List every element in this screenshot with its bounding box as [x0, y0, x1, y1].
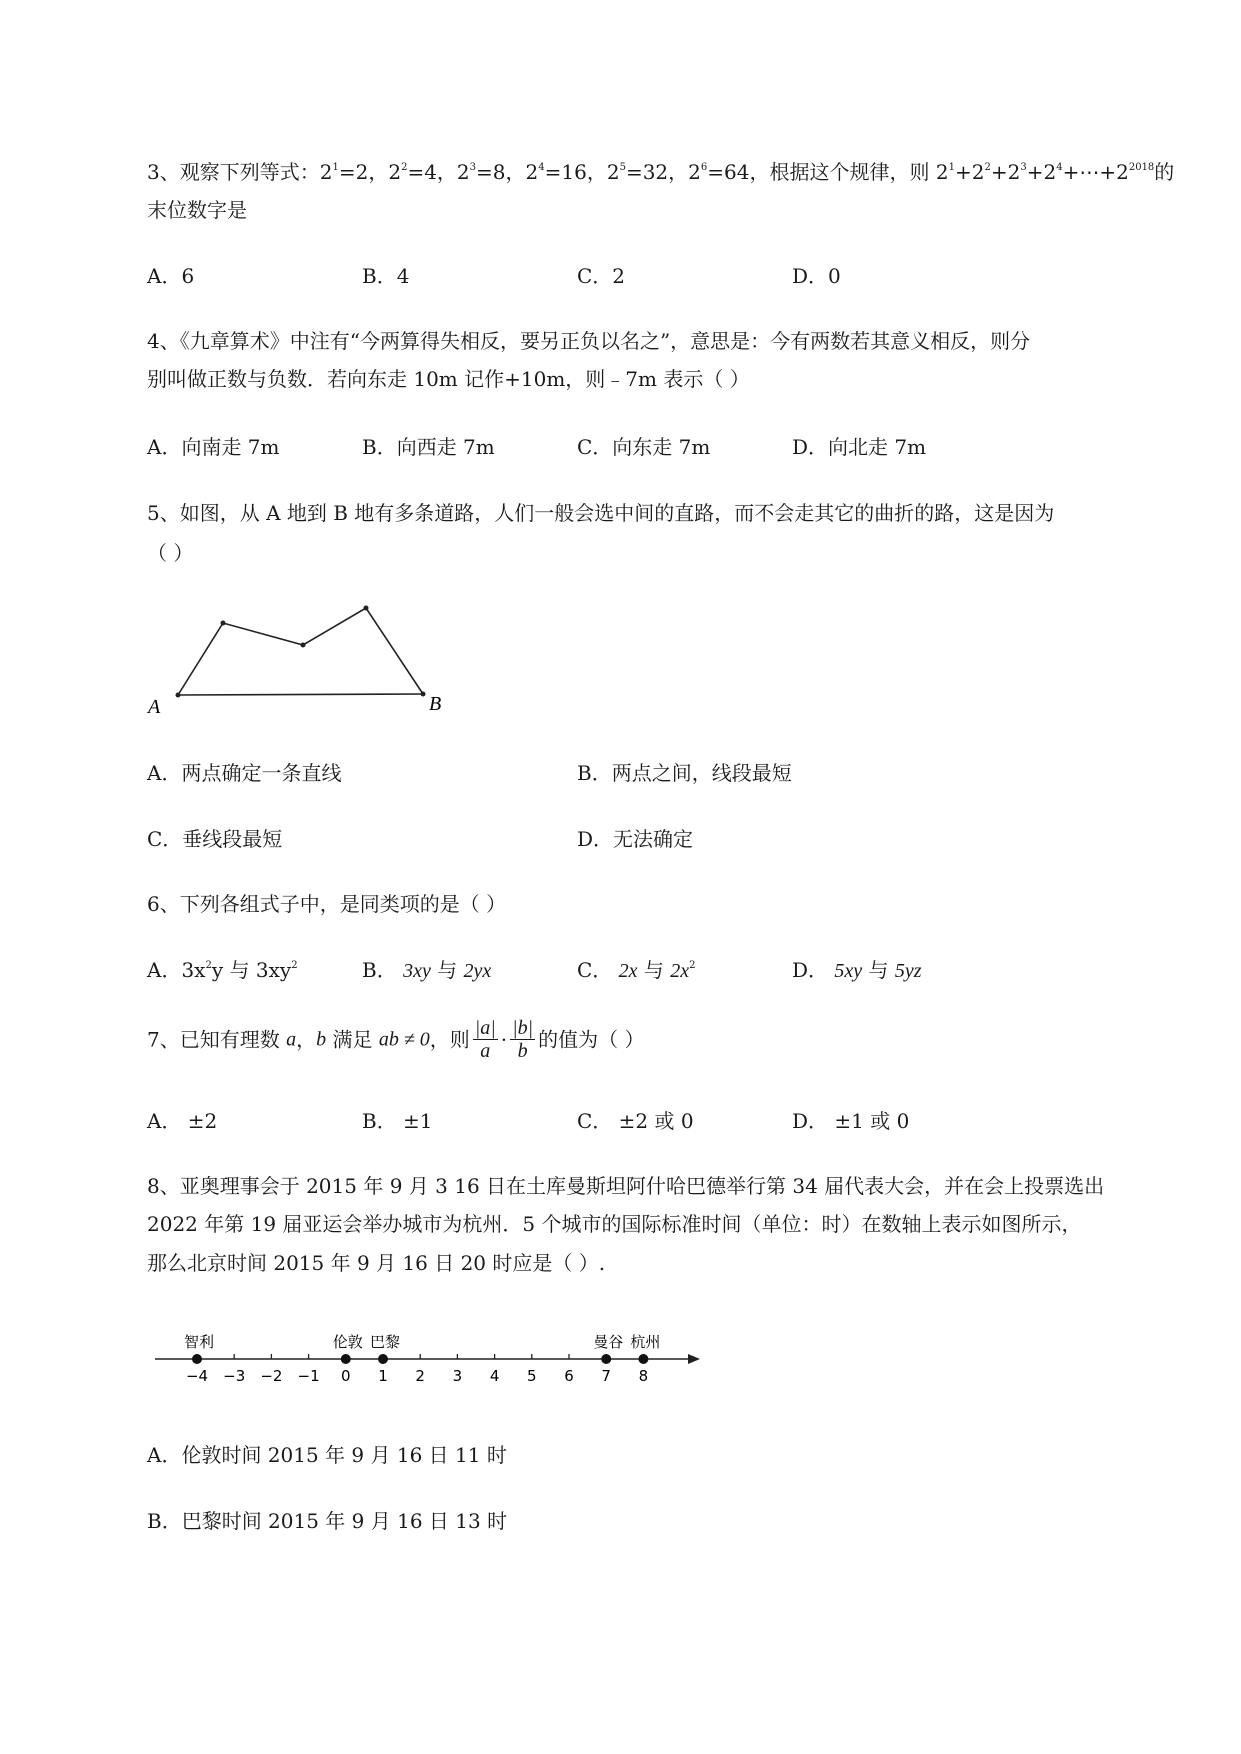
q4-line1: 4、《九章算术》中注有“今两算得失相反，要另正负以名之”，意思是：今有两数若其意义相反，则分	[147, 329, 1031, 353]
number-line-tick-label: −4	[185, 1367, 209, 1385]
power-base: 2	[1043, 160, 1057, 184]
number-line-tick-label: 4	[489, 1367, 500, 1385]
power-exponent: 1	[332, 162, 339, 173]
number-line-tick-label: 7	[601, 1367, 611, 1385]
power-rest: =32，	[625, 160, 689, 184]
q8-line2: 2022 年第 19 届亚运会举办城市为杭州．5 个城市的国际标准时间（单位：时）在数轴上表示如图所示，	[147, 1212, 1082, 1236]
power-base: 2	[935, 160, 949, 184]
q5-label-b: B	[429, 693, 442, 715]
number-line-tick-label: 1	[378, 1367, 388, 1385]
city-label: 巴黎	[369, 1333, 401, 1351]
q5-option-b[interactable]: B．两点之间，线段最短	[577, 761, 792, 785]
q6-a-term2: 3xy	[255, 958, 292, 982]
q6-option-d[interactable]	[792, 957, 922, 984]
q8-line3: 那么北京时间 2015 年 9 月 16 日 20 时应是（ ）.	[147, 1251, 606, 1275]
power-exponent: 2	[401, 162, 408, 173]
q6-b-term2: 2yx	[463, 960, 492, 982]
power-base: 2	[1116, 160, 1129, 184]
power-exponent: 2	[984, 162, 991, 173]
q6-option-b-label: B．	[362, 958, 397, 982]
q3-sum-expression	[936, 160, 1154, 184]
city-point	[638, 1354, 648, 1364]
q5-option-c[interactable]: C．垂线段最短	[147, 827, 283, 851]
power-rest: +	[1026, 160, 1044, 184]
q4-option-b[interactable]: B．向西走 7m	[362, 435, 495, 459]
city-point	[341, 1354, 351, 1364]
power-rest: =64，	[707, 160, 770, 184]
q5-vertex	[221, 621, 226, 626]
q6-a-exp2: 2	[291, 960, 298, 971]
q6-a-term1: 3x	[181, 958, 206, 982]
q6-option-a[interactable]	[147, 957, 298, 983]
q6-d-and: 与	[862, 958, 895, 982]
q3-option-b[interactable]: B．4	[362, 264, 410, 288]
q7-fraction-a	[473, 1017, 498, 1062]
q4-option-a[interactable]: A．向南走 7m	[147, 435, 280, 459]
q3-equations	[320, 160, 770, 184]
q7-tail: 的值为（ ）	[538, 1027, 645, 1052]
power-base: 2	[388, 160, 402, 184]
q7-frac2-den: b	[517, 1040, 528, 1062]
number-line-arrow	[688, 1354, 700, 1364]
q7-option-b[interactable]: B． ±1	[362, 1109, 433, 1133]
q3-line1	[147, 159, 1174, 185]
q8-option-a[interactable]: A．伦敦时间 2015 年 9 月 16 日 11 时	[147, 1443, 507, 1467]
q3-option-a[interactable]: A．6	[147, 264, 195, 288]
q7-var-b: b	[316, 1028, 327, 1051]
q5-vertex	[301, 643, 306, 648]
city-label: 曼谷	[593, 1333, 624, 1351]
q5-winding-path	[178, 608, 423, 695]
number-line-tick-label: −2	[260, 1367, 283, 1385]
q6-option-a-label: A．	[147, 958, 182, 982]
power-rest: +	[954, 160, 972, 184]
q7-comma: ，	[296, 1027, 317, 1052]
q6-option-b[interactable]	[362, 957, 491, 984]
power-exponent: 2018	[1128, 162, 1155, 173]
city-label: 伦敦	[332, 1333, 363, 1351]
number-line-tick-label: −1	[297, 1367, 320, 1385]
q6-c-exp: 2	[689, 960, 696, 971]
q7-frac1-den: a	[480, 1040, 491, 1062]
q6-d-term1: 5xy	[834, 960, 863, 982]
q6-a-and: 与	[223, 958, 256, 982]
number-line-tick-label: 6	[564, 1367, 574, 1385]
q7-var-a: a	[286, 1028, 297, 1051]
number-line-tick-label: 3	[452, 1367, 463, 1385]
q4-option-d[interactable]: D．向北走 7m	[792, 435, 927, 459]
q3-prefix: 3、观察下列等式：	[147, 160, 320, 184]
q8-line1: 8、亚奥理事会于 2015 年 9 月 3 16 日在土库曼斯坦阿什哈巴德举行第 34 届代表大会，并在会上投票选出	[147, 1174, 1105, 1198]
q6-a-term1-rest: y	[211, 958, 224, 982]
q6-c-term1: 2x	[618, 960, 638, 982]
q5-line1: 5、如图，从 A 地到 B 地有多条道路，人们一般会选中间的直路，而不会走其它的曲折的路，这是因为	[147, 501, 1055, 525]
q6-a-exp1: 2	[205, 960, 212, 971]
q7-then: ，则	[429, 1027, 470, 1052]
q6-line1: 6、下列各组式子中，是同类项的是（ ）	[147, 892, 507, 916]
q6-d-term2: 5yz	[894, 960, 922, 982]
city-label: 杭州	[630, 1333, 661, 1351]
q6-c-and: 与	[637, 958, 671, 982]
q6-b-term1: 3xy	[403, 960, 431, 982]
q8-number-line	[150, 1320, 710, 1400]
power-base: 2	[971, 160, 985, 184]
power-base: 2	[606, 160, 620, 184]
q3-option-c[interactable]: C．2	[577, 264, 626, 288]
power-base: 2	[319, 160, 333, 184]
q7-dot: ·	[500, 1027, 508, 1052]
power-base: 2	[688, 160, 701, 184]
q5-line2: （ ）	[147, 541, 194, 565]
number-line-tick-label: 0	[341, 1367, 351, 1385]
q5-option-a[interactable]: A．两点确定一条直线	[147, 761, 342, 785]
power-base: 2	[1007, 160, 1021, 184]
q4-option-c[interactable]: C．向东走 7m	[577, 435, 711, 459]
city-point	[192, 1354, 202, 1364]
power-rest: =2，	[338, 160, 389, 184]
q6-option-d-label: D．	[792, 958, 829, 982]
power-rest: +	[990, 160, 1008, 184]
q6-c-term2: 2x	[670, 960, 690, 982]
q3-suffix: 的	[1154, 160, 1175, 184]
power-rest: =8，	[476, 160, 526, 184]
power-base: 2	[456, 160, 470, 184]
q7-cond-text: 满足	[326, 1027, 379, 1052]
q3-option-d[interactable]: D．0	[792, 264, 841, 288]
q7-option-c[interactable]: C． ±2 或 0	[577, 1109, 694, 1133]
power-base: 2	[525, 160, 539, 184]
q5-point-a	[176, 693, 181, 698]
q7-condition: ab ≠ 0	[378, 1028, 430, 1051]
q7-option-d[interactable]: D． ±1 或 0	[792, 1109, 910, 1133]
q7-fraction-b	[510, 1017, 535, 1062]
q7-option-a[interactable]: A． ±2	[147, 1109, 218, 1133]
q8-option-b[interactable]: B．巴黎时间 2015 年 9 月 16 日 13 时	[147, 1509, 508, 1533]
q5-straight-path	[178, 694, 423, 695]
power-exponent: 4	[1056, 162, 1063, 173]
q3-middle: 根据这个规律，则	[769, 160, 936, 184]
q4-line2: 别叫做正数与负数．若向东走 10m 记作+10m，则﹣7m 表示（ ）	[147, 367, 750, 391]
power-exponent: 3	[1020, 162, 1027, 173]
q5-label-a: A	[148, 696, 161, 718]
power-rest: =4，	[407, 160, 457, 184]
q5-option-d[interactable]: D．无法确定	[577, 827, 694, 851]
power-exponent: 5	[619, 162, 626, 173]
power-exponent: 3	[469, 162, 477, 173]
power-exponent: 6	[700, 162, 708, 173]
city-point	[601, 1354, 611, 1364]
q3-line2: 末位数字是	[147, 198, 247, 222]
q6-b-and: 与	[430, 958, 464, 982]
city-label: 智利	[183, 1333, 215, 1351]
power-exponent: 4	[538, 162, 545, 173]
number-line-tick-label: 2	[415, 1367, 425, 1385]
number-line-tick-label: 5	[527, 1367, 537, 1385]
power-exponent: 1	[948, 162, 955, 173]
q7-line1	[147, 1017, 645, 1062]
power-rest: =16，	[544, 160, 607, 184]
power-rest: +⋯+	[1062, 160, 1117, 184]
q7-frac2-num: |b|	[512, 1017, 534, 1039]
q7-frac1-num: |a|	[474, 1017, 496, 1039]
q6-option-c[interactable]	[577, 957, 696, 984]
number-line-tick-label: 8	[638, 1367, 649, 1385]
q5-point-b	[421, 692, 426, 697]
q6-option-c-label: C．	[577, 958, 613, 982]
q7-prefix: 7、已知有理数	[147, 1027, 287, 1052]
q5-path-figure	[140, 595, 460, 720]
q5-vertex	[364, 606, 369, 611]
number-line-tick-label: −3	[223, 1367, 246, 1385]
city-point	[378, 1354, 388, 1364]
